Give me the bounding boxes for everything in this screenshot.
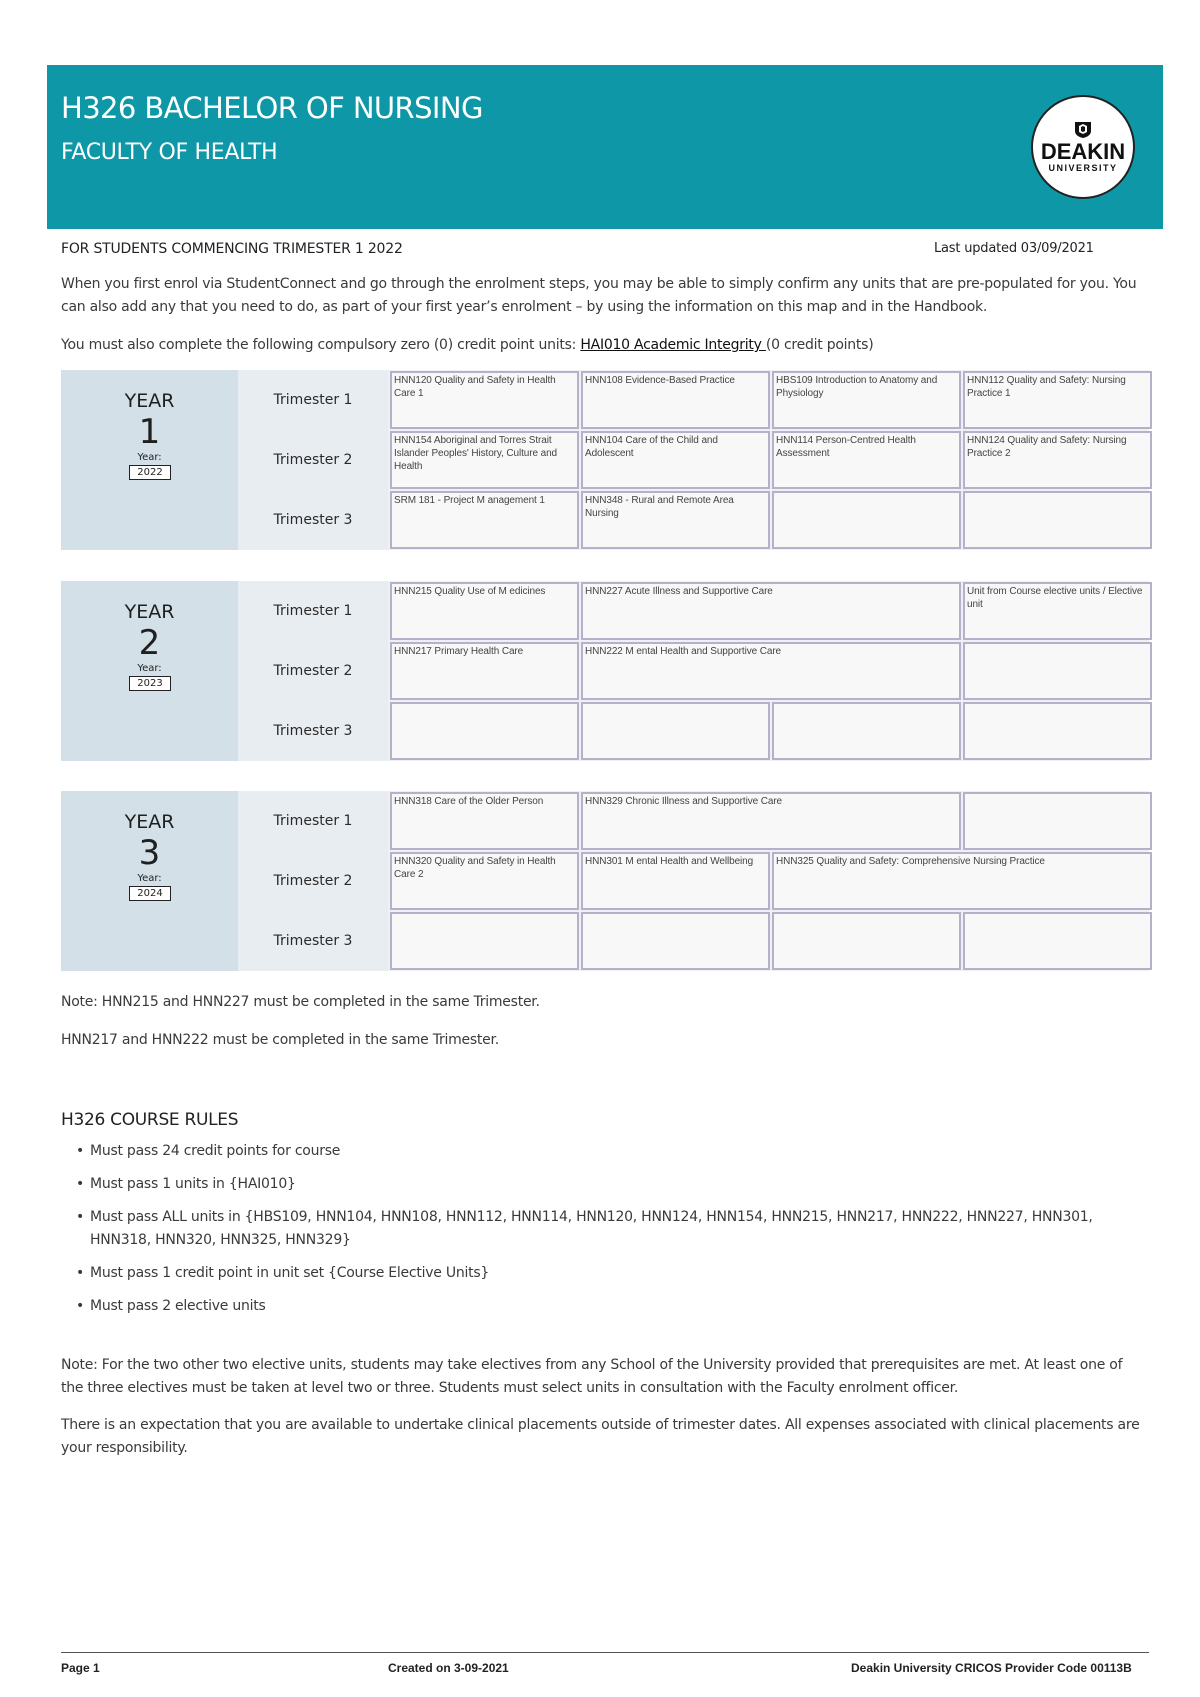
logo-word: DEAKIN xyxy=(1040,139,1126,164)
trimester-2-label: Trimester 2 xyxy=(273,663,353,679)
year-column xyxy=(61,581,238,761)
unit-cell xyxy=(772,912,961,970)
year-number: 3 xyxy=(138,833,161,873)
last-updated: Last updated 03/09/2021 xyxy=(934,241,1094,256)
note-same-trimester-1: Note: HNN215 and HNN227 must be completed in the same Trimester. xyxy=(61,994,540,1010)
unit-cell: HNN227 Acute Illness and Supportive Care xyxy=(581,582,961,640)
unit-cell xyxy=(963,792,1152,850)
unit-cell xyxy=(963,912,1152,970)
unit-cell: HNN114 Person-Centred Health Assessment xyxy=(772,431,961,489)
year-column xyxy=(61,791,238,971)
elective-note: Note: For the two other two elective units, students may take electives from any School of the University provided that prerequisites are met. At least one of the three electives must be taken at level two or three. Students must select units in consultation with the Faculty enrolment officer. xyxy=(61,1357,1123,1396)
academic-integrity-link[interactable]: HAI010 Academic Integrity xyxy=(580,337,766,353)
note-same-trimester-2: HNN217 and HNN222 must be completed in the same Trimester. xyxy=(61,1032,499,1048)
placement-note: There is an expectation that you are available to undertake clinical placements outside of trimester dates. All expenses associated with clinical placements are your responsibility. xyxy=(61,1417,1140,1456)
trimester-1-label: Trimester 1 xyxy=(273,813,353,829)
units-grid xyxy=(388,370,1149,550)
unit-cell: HNN124 Quality and Safety: Nursing Practice 2 xyxy=(963,431,1152,489)
year-label: Year: xyxy=(137,873,162,884)
unit-cell: HNN217 Primary Health Care xyxy=(390,642,579,700)
header-band xyxy=(47,65,1163,229)
year-label: Year: xyxy=(137,663,162,674)
faculty-name: FACULTY OF HEALTH xyxy=(61,140,278,165)
compulsory-paragraph xyxy=(61,334,1141,357)
year-number: 2 xyxy=(138,623,161,663)
trimester-column xyxy=(238,581,388,761)
deakin-logo xyxy=(1031,95,1135,199)
rule-item: • Must pass ALL units in {HBS109, HNN104, HNN108, HNN112, HNN114, HNN120, HNN124, HNN154, HNN215, HNN217, HNN222, HNN227, HNN301, HNN318, HNN320, HNN325, HNN329} xyxy=(76,1206,1156,1252)
unit-cell: HNN108 Evidence-Based Practice xyxy=(581,371,770,429)
year-2-block xyxy=(61,581,1149,761)
compulsory-prefix: You must also complete the following compulsory zero (0) credit point units: xyxy=(61,337,581,353)
unit-cell: HBS109 Introduction to Anatomy and Physiology xyxy=(772,371,961,429)
year-word: YEAR xyxy=(124,390,175,412)
footer-page: Page 1 xyxy=(61,1661,100,1675)
year-word: YEAR xyxy=(124,811,175,833)
footer-divider xyxy=(61,1652,1149,1653)
footer-created: Created on 3-09-2021 xyxy=(388,1661,509,1675)
trimester-1-label: Trimester 1 xyxy=(273,603,353,619)
unit-cell: SRM 181 - Project M anagement 1 xyxy=(390,491,579,549)
unit-cell: HNN154 Aboriginal and Torres Strait Islander Peoples' History, Culture and Health xyxy=(390,431,579,489)
unit-cell xyxy=(963,702,1152,760)
trimester-column xyxy=(238,370,388,550)
year-1-block xyxy=(61,370,1149,550)
year-word: YEAR xyxy=(124,601,175,623)
year-number: 1 xyxy=(138,412,161,452)
unit-cell: HNN112 Quality and Safety: Nursing Practice 1 xyxy=(963,371,1152,429)
unit-cell: HNN348 - Rural and Remote Area Nursing xyxy=(581,491,770,549)
compulsory-suffix: (0 credit points) xyxy=(765,337,874,353)
year-value: 2023 xyxy=(129,676,171,691)
trimester-2-label: Trimester 2 xyxy=(273,873,353,889)
rule-item: • Must pass 1 credit point in unit set {Course Elective Units} xyxy=(76,1262,1156,1285)
course-title: H326 BACHELOR OF NURSING xyxy=(61,91,483,125)
unit-cell: HNN222 M ental Health and Supportive Care xyxy=(581,642,961,700)
unit-cell: HNN120 Quality and Safety in Health Care 1 xyxy=(390,371,579,429)
unit-cell: HNN325 Quality and Safety: Comprehensive Nursing Practice xyxy=(772,852,1152,910)
unit-cell xyxy=(772,491,961,549)
unit-cell xyxy=(581,912,770,970)
unit-cell: HNN301 M ental Health and Wellbeing xyxy=(581,852,770,910)
trimester-2-label: Trimester 2 xyxy=(273,452,353,468)
footer-provider: Deakin University CRICOS Provider Code 00113B xyxy=(851,1661,1132,1675)
unit-cell xyxy=(390,912,579,970)
year-value: 2022 xyxy=(129,465,171,480)
rule-item: • Must pass 24 credit points for course xyxy=(76,1140,1156,1163)
rules-title: H326 COURSE RULES xyxy=(61,1110,239,1130)
trimester-column xyxy=(238,791,388,971)
rule-item: • Must pass 2 elective units xyxy=(76,1295,1156,1318)
year-label: Year: xyxy=(137,452,162,463)
unit-cell xyxy=(963,642,1152,700)
unit-cell xyxy=(772,702,961,760)
year-value: 2024 xyxy=(129,886,171,901)
unit-cell: Unit from Course elective units / Elective unit xyxy=(963,582,1152,640)
intro-paragraph: When you first enrol via StudentConnect and go through the enrolment steps, you may be able to simply confirm any units that are pre-populated for you. You can also add any that you need to do, as part of your first year’s enrolment – by using the information on this map and in the Handbook. xyxy=(61,276,1137,315)
rules-list xyxy=(76,1140,1156,1328)
unit-cell: HNN318 Care of the Older Person xyxy=(390,792,579,850)
unit-cell: HNN329 Chronic Illness and Supportive Care xyxy=(581,792,961,850)
trimester-3-label: Trimester 3 xyxy=(273,512,353,528)
unit-cell xyxy=(581,702,770,760)
trimester-3-label: Trimester 3 xyxy=(273,723,353,739)
commencing-label: FOR STUDENTS COMMENCING TRIMESTER 1 2022 xyxy=(61,241,403,257)
year-3-block xyxy=(61,791,1149,971)
units-grid xyxy=(388,791,1149,971)
unit-cell xyxy=(390,702,579,760)
year-column xyxy=(61,370,238,550)
trimester-3-label: Trimester 3 xyxy=(273,933,353,949)
unit-cell xyxy=(963,491,1152,549)
trimester-1-label: Trimester 1 xyxy=(273,392,353,408)
rule-item: • Must pass 1 units in {HAI010} xyxy=(76,1173,1156,1196)
logo-sub: UNIVERSITY xyxy=(1048,163,1118,173)
units-grid xyxy=(388,581,1149,761)
unit-cell: HNN215 Quality Use of M edicines xyxy=(390,582,579,640)
unit-cell: HNN320 Quality and Safety in Health Care 2 xyxy=(390,852,579,910)
shield-icon xyxy=(1073,121,1093,139)
unit-cell: HNN104 Care of the Child and Adolescent xyxy=(581,431,770,489)
